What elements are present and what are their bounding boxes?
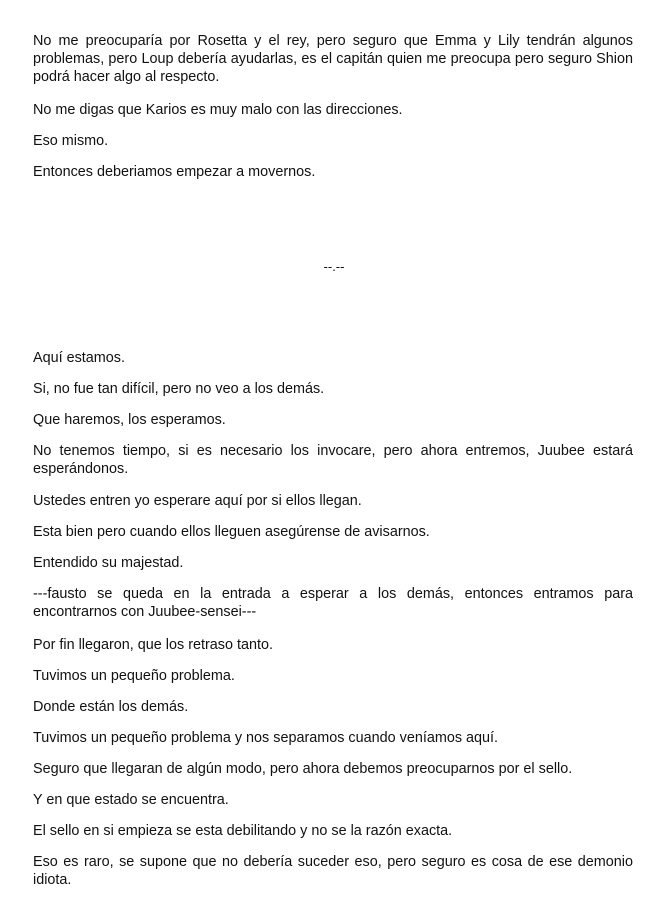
paragraph: El sello en si empieza se esta debilitando y no se la razón exacta. <box>33 823 453 839</box>
paragraph: Donde están los demás. <box>33 699 189 715</box>
paragraph: Ustedes entren yo esperare aquí por si ellos llegan. <box>33 493 362 509</box>
paragraph: Aquí estamos. <box>33 350 125 366</box>
paragraph: Por fin llegaron, que los retraso tanto. <box>33 637 273 653</box>
paragraph: Eso es raro, se supone que no debería suceder eso, pero seguro es cosa de ese demonio idiota. <box>33 854 633 888</box>
paragraph: Y en que estado se encuentra. <box>33 792 229 808</box>
paragraph: Seguro que llegaran de algún modo, pero ahora debemos preocuparnos por el sello. <box>33 761 573 777</box>
paragraph: Esta bien pero cuando ellos lleguen asegúrense de avisarnos. <box>33 524 430 540</box>
paragraph: Entendido su majestad. <box>33 555 184 571</box>
paragraph: Eso mismo. <box>33 133 109 149</box>
paragraph: Si, no fue tan difícil, pero no veo a los demás. <box>33 381 325 397</box>
paragraph: Entonces deberiamos empezar a movernos. <box>33 164 316 180</box>
paragraph: Tuvimos un pequeño problema y nos separamos cuando veníamos aquí. <box>33 730 499 746</box>
paragraph: Tuvimos un pequeño problema. <box>33 668 235 684</box>
paragraph: No me digas que Karios es muy malo con las direcciones. <box>33 102 403 118</box>
paragraph: No tenemos tiempo, si es necesario los invocare, pero ahora entremos, Juubee estará esperándonos. <box>33 443 633 477</box>
paragraph: No me preocuparía por Rosetta y el rey, pero seguro que Emma y Lily tendrán algunos problemas, pero Loup debería ayudarlas, es el capitán quien me preocupa pero seguro Shion podrá hacer algo al respecto. <box>33 33 633 85</box>
section-separator: --.-- <box>323 259 345 274</box>
paragraph: Que haremos, los esperamos. <box>33 412 226 428</box>
paragraph: ---fausto se queda en la entrada a esperar a los demás, entonces entramos para encontrarnos con Juubee-sensei--- <box>33 586 633 620</box>
